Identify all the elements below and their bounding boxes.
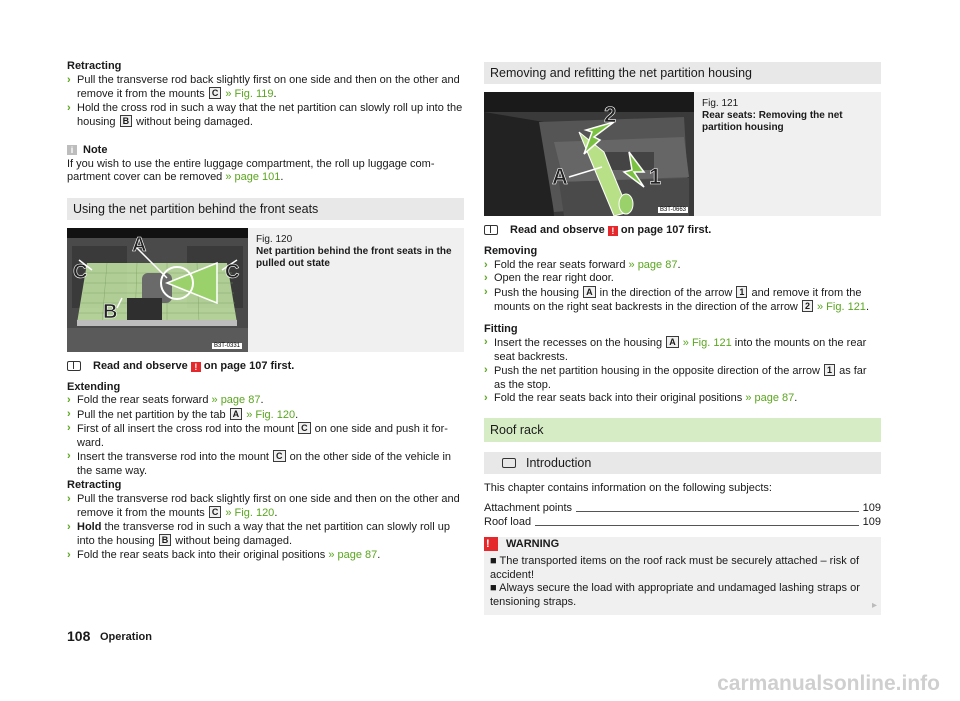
fig-121-link[interactable]: » Fig. 121 [813, 301, 866, 313]
warning-header [484, 537, 881, 551]
warning-badge-icon: ! [608, 226, 618, 236]
retract2-step-2: › Hold the transverse rod in such a way that the net partition can slowly roll up into the housing B without being damaged. [67, 520, 450, 547]
read-observe-right: Read and observe ! on page 107 first. [484, 224, 881, 236]
remove-step-1: › Fold the rear seats forward » page 87. [484, 258, 681, 271]
fig120-label-a: A [132, 233, 147, 256]
page-87-link-2[interactable]: » page 87 [328, 548, 378, 561]
chapter-title-roof-rack: Roof rack [484, 418, 881, 442]
toc-item-attachment-points[interactable]: Attachment points 109 [484, 502, 881, 514]
note-text: If you wish to use the entire luggage compartment, the roll up luggage com-partment cover can be removed » page 101. [67, 157, 435, 183]
footer-label: Operation [100, 631, 152, 643]
book-icon [484, 225, 498, 235]
left-column [67, 60, 464, 562]
info-icon: i [67, 145, 77, 155]
figure-121-caption: Fig. 121 Rear seats: Removing the net partition housing [702, 98, 843, 133]
book-icon [502, 458, 516, 468]
page-101-link[interactable]: » page 101 [225, 171, 281, 183]
retract1-step-2: › Hold the cross rod in such a way that the net partition can slowly roll up into the housing B without being damaged. [67, 101, 463, 128]
fit-step-1: › Insert the recesses on the housing A » Fig. 121 into the mounts on the rear seat backrests. [484, 336, 867, 363]
warning-box [484, 537, 881, 615]
section-title-net-partition: Using the net partition behind the front seats [67, 198, 464, 220]
extending-heading: Extending [67, 380, 121, 393]
fig121-label-2: 2 [604, 102, 617, 127]
remove-step-2: › Open the rear right door. [484, 272, 614, 284]
warning-item-1: ■ The transported items on the roof rack must be securely attached – risk of accident! [490, 555, 860, 581]
retracting-heading-1: Retracting [67, 60, 122, 72]
extend-step-4: › Insert the transverse rod into the mount C on the other side of the vehicle in the same way. [67, 450, 452, 477]
fig-121-link-2[interactable]: » Fig. 121 [679, 337, 732, 349]
figure-121-image [484, 92, 694, 216]
continue-arrow-icon: ▸ [871, 600, 877, 611]
extend-step-1: › Fold the rear seats forward » page 87. [67, 394, 264, 406]
page-87-link[interactable]: » page 87 [211, 394, 261, 406]
fig121-label-1: 1 [649, 164, 662, 189]
fitting-heading: Fitting [484, 322, 518, 335]
fit-step-2: › Push the net partition housing in the opposite direction of the arrow 1 as far as the stop. [484, 364, 867, 391]
removing-heading: Removing [484, 245, 538, 257]
fig-119-link[interactable]: » Fig. 119 [222, 88, 274, 100]
fig121-code: B3T-0663 [659, 207, 686, 213]
fig120-label-b: B [103, 300, 118, 323]
note-label: Note [83, 143, 108, 156]
fit-step-3: › Fold the rear seats back into their original positions » page 87. [484, 392, 798, 404]
fig-120-link-2[interactable]: » Fig. 120 [222, 507, 275, 519]
fig121-label-a: A [552, 164, 568, 189]
book-icon [67, 361, 81, 371]
note-block [67, 144, 464, 185]
page-87-link-3[interactable]: » page 87 [628, 258, 678, 271]
retract2-step-3: › Fold the rear seats back into their original positions » page 87. [67, 548, 381, 561]
retract2-step-1: › Pull the transverse rod back slightly first on one side and then on the other and remove it from the mounts C » Fig. 120. [67, 492, 460, 519]
figure-120-image [67, 228, 248, 352]
intro-text: This chapter contains information on the following subjects: [484, 481, 772, 494]
toc-item-roof-load[interactable]: Roof load 109 [484, 516, 881, 528]
section-title-housing: Removing and refitting the net partition housing [484, 62, 881, 84]
right-column [484, 60, 881, 615]
warning-label: WARNING [498, 537, 881, 551]
warning-triangle-icon: ! [486, 538, 490, 550]
page-number: 108 [67, 628, 91, 644]
fig-120-link[interactable]: » Fig. 120 [243, 408, 296, 421]
page-87-link-4[interactable]: » page 87 [745, 392, 795, 404]
retract1-step-1: › Pull the transverse rod back slightly first on one side and then on the other and remove it from the mounts C » Fig. 119. [67, 73, 460, 100]
read-observe-left: Read and observe ! on page 107 first. [67, 360, 464, 372]
watermark: carmanualsonline.info [717, 672, 940, 695]
retracting-heading-2: Retracting [67, 479, 122, 491]
figure-120 [67, 228, 464, 352]
tag-b: B [120, 115, 133, 127]
figure-120-caption: Fig. 120 Net partition behind the front seats in the pulled out state [256, 233, 452, 269]
fig120-label-c-right: C [225, 260, 240, 283]
remove-step-3: › Push the housing A in the direction of the arrow 1 and remove it from the mounts on the right seat backrests in the direction of the arrow 2 » Fig. 121. [484, 285, 869, 313]
fig120-code: B3T-0331 [213, 342, 240, 349]
warning-badge-icon: ! [191, 362, 201, 372]
extend-step-2: › Pull the net partition by the tab A » Fig. 120. [67, 407, 299, 421]
figure-121 [484, 92, 881, 216]
extend-step-3: › First of all insert the cross rod into the mount C on one side and push it for-ward. [67, 422, 448, 449]
fig120-label-c-left: C [73, 260, 88, 283]
introduction-heading: Introduction [484, 452, 881, 474]
tag-c: C [209, 87, 222, 99]
toc-list [484, 501, 881, 529]
warning-item-2: ■ Always secure the load with appropriate and undamaged lashing straps or tensioning straps. [490, 582, 860, 608]
